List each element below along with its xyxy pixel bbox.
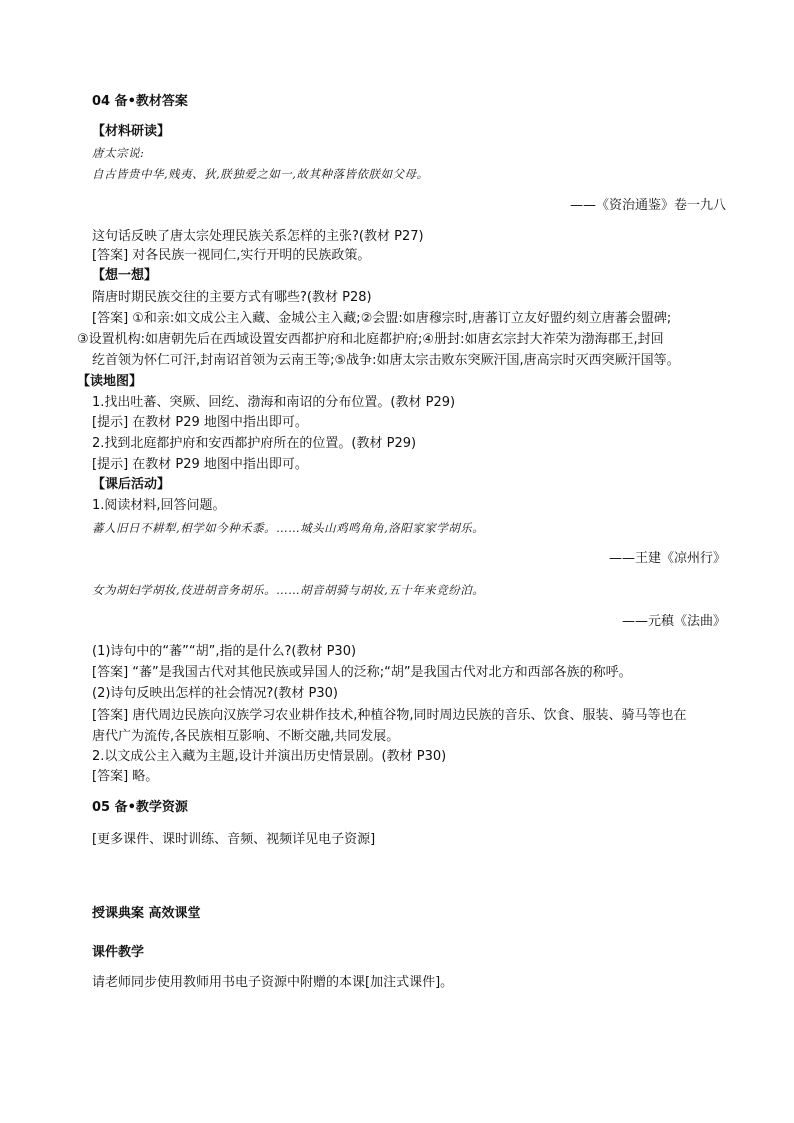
answer-1: [答案] 对各民族一视同仁,实行开明的民族政策。 — [92, 248, 371, 263]
map-question-1: 1.找出吐蕃、突厥、回纥、渤海和南诏的分布位置。(教材 P29) — [92, 395, 456, 410]
poem-1-source: ——王建《凉州行》 — [608, 551, 726, 566]
map-hint-2: [提示] 在教材 P29 地图中指出即可。 — [92, 457, 308, 472]
quote-intro: 唐太宗说: — [92, 146, 145, 160]
poem-1: 蕃人旧日不耕犁,相学如今种禾黍。……城头山鸡鸣角角,洛阳家家学胡乐。 — [92, 521, 485, 535]
courseware-title: 课件教学 — [92, 945, 145, 960]
answer-2-line-2: ③设置机构:如唐朝先后在西域设置安西都护府和北庭都护府;④册封:如唐玄宗封大祚荣为渤海郡王,封回 — [77, 332, 664, 347]
activity-1: 1.阅读材料,回答问题。 — [92, 498, 226, 513]
map-question-2: 2.找到北庭都护府和安西都护府所在的位置。(教材 P29) — [92, 436, 417, 451]
quote-text: 自古皆贵中华,贱夷、狄,朕独爱之如一,故其种落皆依朕如父母。 — [92, 167, 429, 181]
sub-answer-1: [答案] “蕃”是我国古代对其他民族或异国人的泛称;“胡”是我国古代对北方和西部各族的称呼。 — [92, 665, 632, 680]
sub-answer-2-line-1: [答案] 唐代周边民族向汉族学习农业耕作技术,种植谷物,同时周边民族的音乐、饮食、服装、骑马等也在 — [92, 708, 687, 723]
section-05-title: 05 备•教学资源 — [92, 800, 188, 815]
activity-2: 2.以文成公主入藏为主题,设计并演出历史情景剧。(教材 P30) — [92, 749, 447, 764]
quote-source: ——《资治通鉴》卷一九八 — [569, 198, 726, 213]
material-reading-heading: 【材料研读】 — [92, 124, 171, 139]
sub-question-2: (2)诗句反映出怎样的社会情况?(教材 P30) — [92, 686, 338, 701]
read-map-heading: 【读地图】 — [77, 374, 143, 389]
answer-2-line-3: 纥首领为怀仁可汗,封南诏首领为云南王等;⑤战争:如唐太宗击败东突厥汗国,唐高宗时灭西突厥汗国等。 — [92, 353, 680, 368]
answer-2-line-1: [答案] ①和亲:如文成公主入藏、金城公主入藏;②会盟:如唐穆宗时,唐蕃订立友好盟约刻立唐蕃会盟碑; — [92, 311, 672, 326]
courseware-text: 请老师同步使用教师用书电子资源中附赠的本课[加注式课件]。 — [92, 975, 454, 990]
after-class-heading: 【课后活动】 — [92, 477, 171, 492]
question-2: 隋唐时期民族交往的主要方式有哪些?(教材 P28) — [92, 290, 372, 305]
section-04-title: 04 备•教材答案 — [92, 94, 188, 109]
sub-question-1: (1)诗句中的“蕃”“胡”,指的是什么?(教材 P30) — [92, 644, 357, 659]
poem-2: 女为胡妇学胡妆,伎进胡音务胡乐。……胡音胡骑与胡妆,五十年来竞纷泊。 — [92, 583, 485, 597]
classroom-title: 授课典案 高效课堂 — [92, 906, 201, 921]
resources-note: [更多课件、课时训练、音频、视频详见电子资源] — [92, 832, 376, 847]
question-1: 这句话反映了唐太宗处理民族关系怎样的主张?(教材 P27) — [92, 229, 424, 244]
activity-2-answer: [答案] 略。 — [92, 769, 159, 784]
sub-answer-2-line-2: 唐代广为流传,各民族相互影响、不断交融,共同发展。 — [92, 729, 400, 744]
think-heading: 【想一想】 — [92, 268, 158, 283]
map-hint-1: [提示] 在教材 P29 地图中指出即可。 — [92, 415, 308, 430]
poem-2-source: ——元稹《法曲》 — [621, 614, 726, 629]
